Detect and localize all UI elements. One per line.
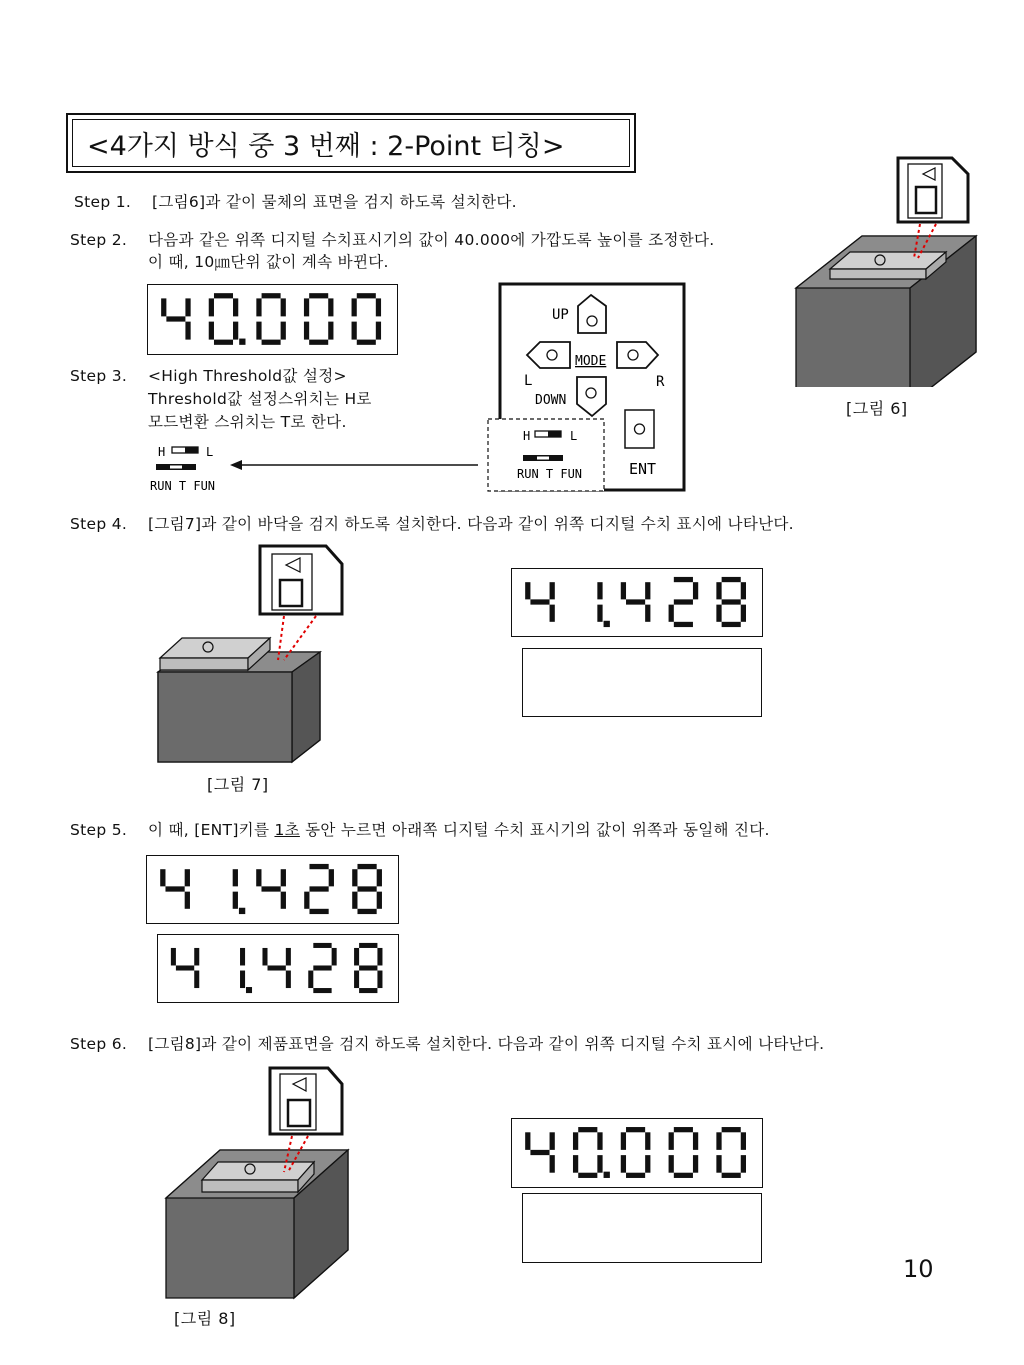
segment-a	[357, 293, 376, 298]
segment-c	[377, 892, 382, 909]
segment-b	[741, 1132, 746, 1150]
segment-d	[357, 909, 376, 914]
segment-b	[550, 582, 555, 599]
figure-8-illustration	[160, 1064, 360, 1300]
segment-b	[377, 869, 382, 886]
segment-c	[281, 322, 286, 340]
segment-d	[674, 622, 693, 627]
segment-g	[626, 599, 645, 604]
segment-f	[209, 298, 214, 316]
step-3-text: <High Threshold값 설정>	[148, 367, 347, 385]
segment-e	[716, 1155, 721, 1173]
step-2-text: 다음과 같은 위쪽 디지털 수치표시기의 값이 40.000에 가깝도록 높이를 조정한다.	[148, 231, 715, 249]
segment-b	[597, 582, 602, 599]
segment-b	[185, 869, 190, 886]
segment-b	[281, 298, 286, 316]
segment-c	[376, 322, 381, 340]
display-step5-upper	[146, 855, 399, 924]
segment-c	[286, 971, 291, 989]
segment-d	[722, 622, 741, 627]
panel-run-t-fun: RUN T FUN	[517, 467, 583, 481]
display-step4-upper	[511, 568, 763, 637]
seven-seg-step5-lower	[158, 935, 397, 1001]
step-4	[70, 512, 794, 534]
segment-f	[621, 582, 626, 599]
segment-d	[357, 340, 376, 345]
segment-f	[354, 948, 359, 966]
segment-c	[233, 322, 238, 340]
segment-f	[716, 1132, 721, 1150]
step-1-text: [그림6]과 같이 물체의 표면을 검지 하도록 설치한다.	[152, 193, 517, 211]
segment-e	[716, 605, 721, 622]
segment-e	[256, 322, 261, 340]
segment-d	[313, 988, 331, 993]
title-box	[66, 113, 636, 173]
seven-seg-step5-upper	[147, 856, 397, 922]
step-5	[70, 818, 770, 840]
segment-a	[313, 943, 331, 948]
step-6-label: Step 6.	[70, 1035, 128, 1053]
switch-callout	[150, 438, 490, 496]
segment-e	[669, 1155, 674, 1173]
segment-f	[669, 1132, 674, 1150]
segment-d	[674, 1173, 693, 1178]
segment-b	[645, 1132, 650, 1150]
segment-a	[674, 577, 693, 582]
seven-seg-step2	[148, 285, 396, 353]
seven-seg-step6-upper	[512, 1119, 761, 1186]
segment-a	[722, 577, 741, 582]
segment-e	[352, 892, 357, 909]
step-4-label: Step 4.	[70, 515, 128, 533]
panel-mode-label: MODE	[575, 354, 607, 369]
decimal-point	[239, 339, 245, 345]
panel-l-label: L	[524, 373, 533, 389]
segment-a	[626, 1127, 645, 1132]
segment-f	[621, 1132, 626, 1150]
segment-g	[313, 965, 331, 970]
step-5-text-a: 이 때, [ENT]키를	[148, 821, 275, 839]
segment-g	[359, 965, 377, 970]
segment-a	[722, 1127, 741, 1132]
segment-g	[530, 599, 549, 604]
callout-run-t-fun: RUN T FUN	[150, 479, 216, 493]
callout-l: L	[206, 445, 214, 459]
segment-d	[309, 909, 328, 914]
segment-f	[262, 948, 267, 966]
segment-e	[573, 1155, 578, 1173]
step-5-label: Step 5.	[70, 821, 128, 839]
segment-f	[256, 298, 261, 316]
callout-h: H	[158, 445, 166, 459]
display-step5-lower	[157, 934, 399, 1003]
segment-g	[165, 886, 184, 891]
segment-f	[256, 869, 261, 886]
segment-g	[261, 886, 280, 891]
step-2-label: Step 2.	[70, 231, 128, 249]
segment-d	[626, 1173, 645, 1178]
segment-a	[214, 293, 233, 298]
segment-a	[359, 943, 377, 948]
decimal-point	[604, 621, 610, 627]
segment-c	[645, 1155, 650, 1173]
figure-8-caption: [그림 8]	[174, 1309, 236, 1328]
decimal-point	[239, 908, 245, 914]
segment-e	[669, 605, 674, 622]
segment-d	[359, 988, 377, 993]
decimal-point	[246, 987, 252, 993]
step-2-line2: 이 때, 10㎛단위 값이 계속 바뀐다.	[148, 253, 389, 271]
segment-f	[525, 582, 530, 599]
display-step6-lower-blank	[522, 1193, 762, 1263]
step-1-label: Step 1.	[74, 193, 132, 211]
segment-b	[693, 1132, 698, 1150]
segment-d	[214, 340, 233, 345]
step-4-text: [그림7]과 같이 바닥을 검지 하도록 설치한다. 다음과 같이 위쪽 디지털 수치 표시에 나타난다.	[148, 515, 794, 533]
segment-c	[597, 1155, 602, 1173]
step-2	[70, 228, 715, 250]
segment-g	[722, 599, 741, 604]
segment-f	[171, 948, 176, 966]
segment-c	[693, 1155, 698, 1173]
segment-f	[525, 1132, 530, 1150]
segment-a	[262, 293, 281, 298]
segment-f	[352, 869, 357, 886]
step-3	[70, 364, 347, 386]
segment-e	[304, 322, 309, 340]
segment-e	[308, 971, 313, 989]
segment-b	[233, 298, 238, 316]
figure-6-illustration	[790, 152, 1010, 387]
segment-b	[377, 948, 382, 966]
figure-6-caption: [그림 6]	[846, 399, 908, 418]
figure-7-caption: [그림 7]	[207, 775, 269, 794]
step-1	[74, 190, 517, 212]
segment-g	[176, 965, 194, 970]
segment-b	[194, 948, 199, 966]
segment-c	[645, 605, 650, 622]
segment-d	[262, 340, 281, 345]
display-step2	[147, 284, 398, 355]
segment-d	[309, 340, 328, 345]
panel-h-label: H	[523, 429, 531, 443]
control-panel	[486, 282, 690, 494]
step-5-text-c: 동안 누르면 아래쪽 디지털 수치 표시기의 값이 위쪽과 동일해 진다.	[299, 821, 770, 839]
step-5-duration: 1초	[274, 821, 300, 839]
panel-up-label: UP	[552, 307, 569, 323]
segment-g	[268, 965, 286, 970]
segment-f	[160, 869, 165, 886]
segment-c	[377, 971, 382, 989]
figure-7-illustration	[150, 540, 350, 765]
segment-e	[209, 322, 214, 340]
segment-a	[578, 1127, 597, 1132]
page-title: <4가지 방식 중 3 번째 : 2-Point 티칭>	[72, 119, 630, 167]
segment-b	[550, 1132, 555, 1150]
segment-d	[578, 1173, 597, 1178]
step-6-text: [그림8]과 같이 제품표면을 검지 하도록 설치한다. 다음과 같이 위쪽 디지털 수치 표시에 나타난다.	[148, 1035, 825, 1053]
decimal-point	[604, 1172, 610, 1178]
step-3-line3: 모드변환 스위치는 T로 한다.	[148, 413, 347, 431]
segment-c	[185, 892, 190, 909]
segment-a	[357, 864, 376, 869]
segment-b	[693, 582, 698, 599]
segment-c	[185, 322, 190, 340]
segment-g	[674, 599, 693, 604]
panel-down-label: DOWN	[535, 393, 567, 408]
segment-b	[281, 869, 286, 886]
segment-c	[741, 605, 746, 622]
segment-c	[233, 892, 238, 909]
segment-b	[240, 948, 245, 966]
display-step6-upper	[511, 1118, 763, 1188]
segment-e	[354, 971, 359, 989]
segment-b	[328, 298, 333, 316]
display-step4-lower-blank	[522, 648, 762, 717]
segment-e	[304, 892, 309, 909]
segment-b	[233, 869, 238, 886]
segment-c	[240, 971, 245, 989]
seven-seg-step4-upper	[512, 569, 761, 635]
segment-g	[309, 886, 328, 891]
segment-f	[716, 582, 721, 599]
segment-e	[621, 1155, 626, 1173]
segment-a	[674, 1127, 693, 1132]
segment-b	[185, 298, 190, 316]
segment-g	[530, 1150, 549, 1155]
step-3-line2: Threshold값 설정스위치는 H로	[148, 390, 372, 408]
segment-e	[352, 322, 357, 340]
segment-b	[597, 1132, 602, 1150]
segment-c	[550, 605, 555, 622]
segment-b	[741, 582, 746, 599]
segment-g	[166, 316, 185, 321]
segment-f	[161, 298, 166, 316]
segment-c	[328, 322, 333, 340]
panel-l2-label: L	[570, 429, 578, 443]
segment-c	[741, 1155, 746, 1173]
segment-d	[722, 1173, 741, 1178]
segment-b	[376, 298, 381, 316]
panel-ent-label: ENT	[629, 460, 657, 478]
segment-b	[332, 948, 337, 966]
panel-r-label: R	[656, 374, 665, 390]
segment-f	[573, 1132, 578, 1150]
segment-c	[550, 1155, 555, 1173]
segment-a	[309, 864, 328, 869]
segment-a	[309, 293, 328, 298]
segment-c	[597, 605, 602, 622]
step-3-label: Step 3.	[70, 367, 128, 385]
step-6	[70, 1032, 824, 1054]
segment-b	[329, 869, 334, 886]
segment-f	[352, 298, 357, 316]
segment-g	[357, 886, 376, 891]
segment-c	[194, 971, 199, 989]
segment-f	[304, 298, 309, 316]
segment-c	[281, 892, 286, 909]
segment-b	[286, 948, 291, 966]
segment-b	[645, 582, 650, 599]
page-number: 10	[903, 1255, 934, 1283]
